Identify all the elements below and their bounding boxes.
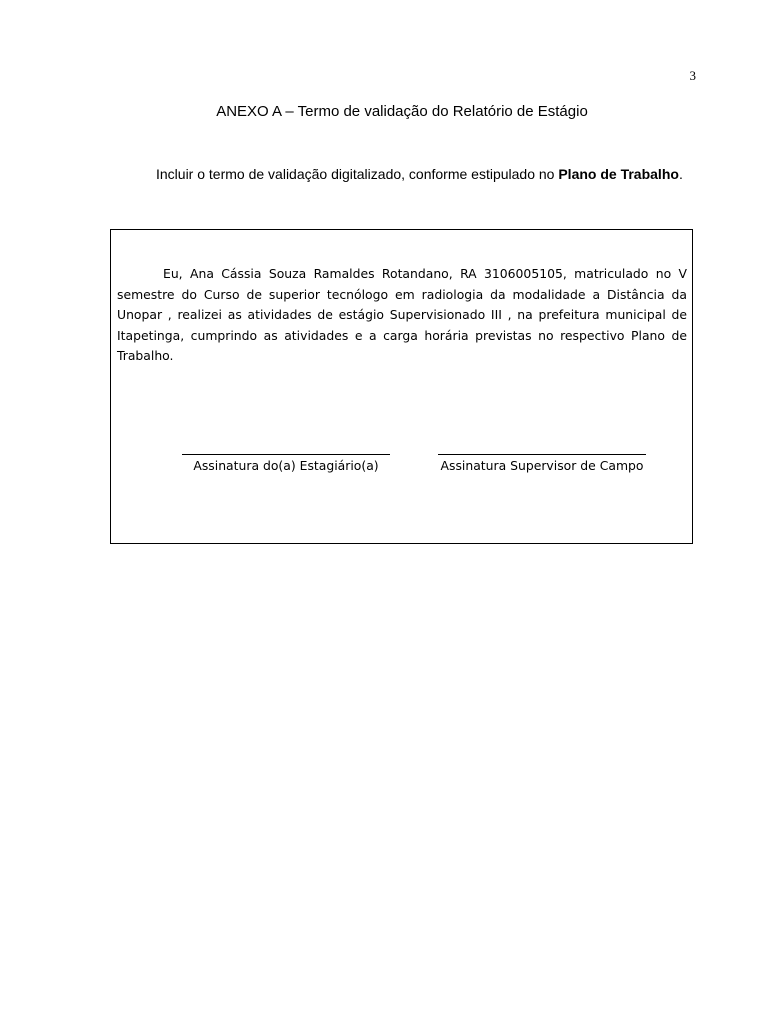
page-number: 3 <box>689 68 696 83</box>
instruction-prefix: Incluir o termo de validação digitalizado, conforme estipulado no <box>156 166 559 182</box>
instruction-suffix: . <box>678 166 683 182</box>
instruction-bold: Plano de Trabalho <box>558 166 679 182</box>
supervisor-signature <box>432 438 652 473</box>
instruction-text <box>156 166 683 182</box>
validation-statement: Eu, Ana Cássia Souza Ramaldes Rotandano, RA 3106005105, matriculado no V semestre do Curso de superior tecnólogo em radiologia da modalidade a Distância da Unopar , realizei as atividades de estágio Supervisionado III , na prefeitura municipal de Itapetinga, cumprindo as atividades e a carga horária previstas no respectivo Plano de Trabalho. <box>117 266 687 363</box>
student-signature <box>176 438 396 473</box>
student-signature-label: Assinatura do(a) Estagiário(a) <box>193 458 379 473</box>
page-title: ANEXO A – Termo de validação do Relatório de Estágio <box>216 103 588 120</box>
supervisor-signature-line <box>438 438 646 455</box>
student-signature-line <box>182 438 390 455</box>
supervisor-signature-label: Assinatura Supervisor de Campo <box>440 458 644 473</box>
